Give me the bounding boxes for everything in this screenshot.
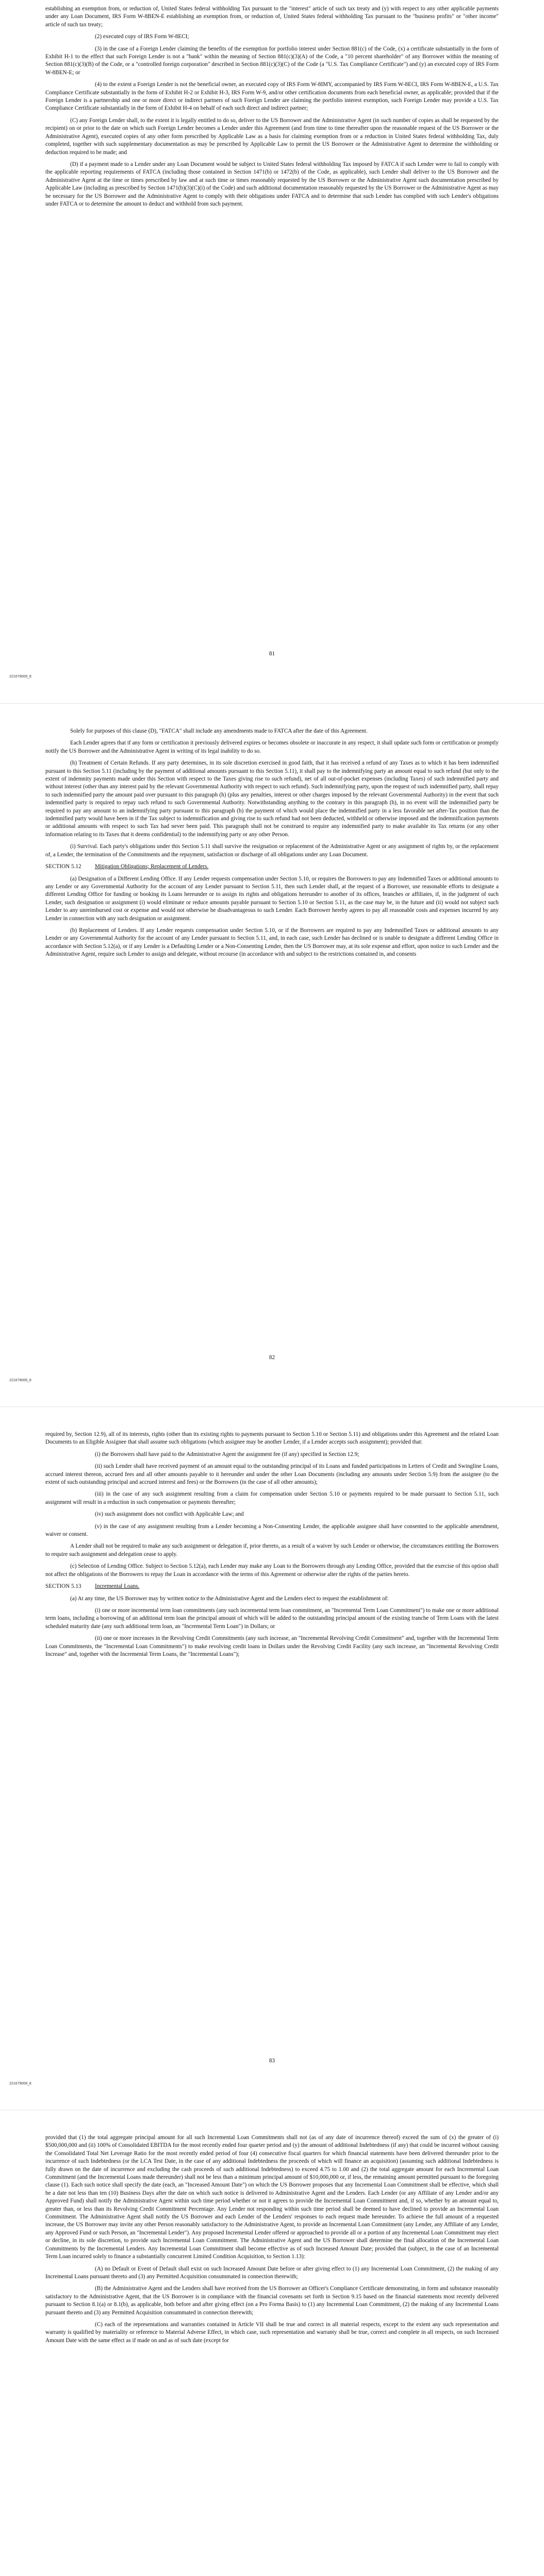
page-body (45, 2134, 499, 2345)
document-page-81 (0, 0, 544, 703)
paragraph: provided that (1) the total aggregate principal amount for all such Incremental Loan Commitments shall not (as of any date of incurrence thereof) exceed the sum of (x) the greater of (i) $500,000,000 and (ii) 100% of Consolidated EBITDA for the most recently ended four quarter period and (y) the amount of additional Indebtedness (if any) that could be incurred without causing the Consolidated Total Net Leverage Ratio for the most recently ended period of four (4) consecutive fiscal quarters for which financial statements have been delivered thereunder prior to the incurrence of such Indebtedness (or the LCA Test Date, in the case of any additional Indebtedness the proceeds of which will finance an acquisition) (assuming such additional Indebtedness is fully drawn on the date of incurrence and excluding the cash proceeds of such additional Indebtedness) to exceed 4.75 to 1.00 and (2) the total aggregate amount for each Incremental Loan Commitment (and the Incremental Loans made thereunder) shall not be less than a minimum principal amount of $10,000,000 or, if less, the remaining amount permitted pursuant to the foregoing clause (1). Each such notice shall specify the date (each, an "Increased Amount Date") on which the US Borrower proposes that any Incremental Loan Commitment shall be effective, which shall be a date not less than ten (10) Business Days after the date on which such notice is delivered to Administrative Agent and the Lenders. Each Lender (or any Affiliate of any Lender and/or any Approved Fund) shall notify the Administrative Agent within such time period whether or not it agrees to provide the Incremental Loan Commitment and, if so, whether by an amount equal to, greater than, or less than its Revolving Credit Commitment Percentage. Any Lender not responding within such time period shall be deemed to have declined to provide an Incremental Loan Commitment. The Administrative Agent shall notify the US Borrower and each Lender of the Lenders' responses to each request made hereunder. To achieve the full amount of a requested increase, the US Borrower may invite any other Person reasonably satisfactory to the Administrative Agent, to provide an Incremental Loan Commitment (any Lender, any Affiliate of any Lender, any Approved Fund or such Person, an "Incremental Lender"). Any proposed Incremental Lender offered or approached to provide all or a portion of any Incremental Loan Commitment may elect or decline, in its sole discretion, to provide such Incremental Loan Commitment. The Administrative Agent and the US Borrower shall determine the final allocation of the Incremental Loan Commitments by the Incremental Lenders. Any Incremental Loan Commitment shall become effective as of such Increased Amount Date; provided that (subject, in the case of an Incremental Term Loan incurred solely to finance a substantially concurrent Limited Condition Acquisition, to Section 1.13): (45, 2134, 499, 2260)
paragraph: (C) each of the representations and warranties contained in Article VII shall be true and correct in all material respects, except to the extent any such representation and warranty is qualified by materiality or reference to Material Adverse Effect, in which case, such representation and warranty shall be true, correct and complete in all respects, on such Increased Amount Date with the same effect as if made on and as of such date (except for (45, 2321, 499, 2344)
page-body (45, 1431, 499, 1658)
paragraph: A Lender shall not be required to make any such assignment or delegation if, prior thereto, as a result of a waiver by such Lender or otherwise, the circumstances entitling the Borrowers to require such assignment and delegation cease to apply. (45, 1543, 499, 1557)
paragraph: (B) the Administrative Agent and the Lenders shall have received from the US Borrower an Officer's Compliance Certificate demonstrating, in form and substance reasonably satisfactory to the Administrative Agent, that the US Borrower is in compliance with the financial covenants set forth in Section 9.15 based on the financial statements most recently delivered pursuant to Section 8.1(a) or 8.1(b), as applicable, both before and after giving effect (on a Pro Forma Basis) to (1) any Incremental Loan Commitment, (2) the making of any Incremental Loans pursuant thereto and (3) any Permitted Acquisition consummated in connection therewith; (45, 2285, 499, 2316)
paragraph: (4) to the extent a Foreign Lender is not the beneficial owner, an executed copy of IRS Form W-8IMY, accompanied by IRS Form W-8ECI, IRS Form W-8BEN-E, a U.S. Tax Compliance Certificate substantially in the form of Exhibit H-2 or Exhibit H-3, IRS Form W-9, and/or other certification documents from each beneficial owner, as applicable; provided that if the Foreign Lender is a partnership and one or more direct or indirect partners of such Foreign Lender are claiming the portfolio interest exemption, such Foreign Lender may provide a U.S. Tax Compliance Certificate substantially in the form of Exhibit H-4 on behalf of each such direct and indirect partner; (45, 81, 499, 112)
paragraph: (A) no Default or Event of Default shall exist on such Increased Amount Date before or after giving effect to (1) any Incremental Loan Commitment, (2) the making of any Incremental Loans pursuant thereto and (3) any Permitted Acquisition consummated in connection therewith; (45, 2265, 499, 2280)
paragraph: (iii) in the case of any such assignment resulting from a claim for compensation under Section 5.10 or payments required to be made pursuant to Section 5.11, such assignment will result in a reduction in such compensation or payments thereafter; (45, 1491, 499, 1505)
paragraph: (D) if a payment made to a Lender under any Loan Document would be subject to United States federal withholding Tax imposed by FATCA if such Lender were to fail to comply with the applicable reporting requirements of FATCA (including those contained in Section 1471(b) or 1472(b) of the Code, as applicable), such Lender shall deliver to the US Borrower and the Administrative Agent at the time or times prescribed by law and at such time or times reasonably requested by the US Borrower or the Administrative Agent such documentation prescribed by Applicable Law (including as prescribed by Section 1471(b)(3)(C)(i) of the Code) and such additional documentation reasonably requested by the US Borrower or the Administrative Agent as may be necessary for the US Borrower and the Administrative Agent to comply with their obligations under FATCA and to determine that such Lender has complied with such Lender's obligations under FATCA or to determine the amount to deduct and withhold from such payment. (45, 161, 499, 207)
paragraph: (C) any Foreign Lender shall, to the extent it is legally entitled to do so, deliver to the US Borrower and the Administrative Agent (in such number of copies as shall be requested by the recipient) on or prior to the date on which such Foreign Lender becomes a Lender under this Agreement (and from time to time thereafter upon the reasonable request of the US Borrower or the Administrative Agent), executed copies of any other form prescribed by Applicable Law as a basis for claiming exemption from or a reduction in United States federal withholding Tax, duly completed, together with such supplementary documentation as may be prescribed by Applicable Law to permit the US Borrower or the Administrative Agent to determine the withholding or deduction required to be made; and (45, 117, 499, 156)
page-body (45, 5, 499, 208)
paragraph: (i) one or more incremental term loan commitments (any such incremental term loan commitment, an "Incremental Term Loan Commitment") to make one or more additional term loans, including a borrowing of an additional term loan the principal amount of which will be added to the outstanding principal amount of the existing tranche of Term Loans with the latest scheduled maturity date (any such additional term loan, an "Incremental Term Loan") in Dollars; or (45, 1607, 499, 1630)
paragraph: Solely for purposes of this clause (D), "FATCA" shall include any amendments made to FATCA after the date of this Agreement. (70, 728, 368, 734)
document-page-83 (0, 1406, 544, 2110)
section-title: Mitigation Obligations; Replacement of Lenders. (95, 863, 209, 870)
section-number: SECTION 5.12 (45, 863, 81, 870)
paragraph: (2) executed copy of IRS Form W-8ECI; (95, 33, 189, 40)
page-number: 83 (269, 2058, 275, 2064)
section-heading-5-12 (45, 863, 499, 871)
paragraph: (a) Designation of a Different Lending Office. If any Lender requests compensation under Section 5.10, or requires the Borrowers to pay any Indemnified Taxes or additional amounts to any Lender or any Governmental Authority for the account of any Lender pursuant to Section 5.11, then such Lender shall, at the request of a Borrower, use reasonable efforts to designate a different Lending Office for funding or booking its Loans hereunder or to assign its rights and obligations hereunder to another of its offices, branches or affiliates, if, in the judgment of such Lender, such designation or assignment (i) would eliminate or reduce amounts payable pursuant to Section 5.10 or Section 5.11, as the case may be, in the future and (ii) would not subject such Lender to any unreimbursed cost or expense and would not otherwise be disadvantageous to such Lender. Each Borrower hereby agrees to pay all reasonable costs and expenses incurred by any Lender in connection with any such designation or assignment. (45, 875, 499, 922)
paragraph: (i) Survival. Each party's obligations under this Section 5.11 shall survive the resignation or replacement of the Administrative Agent or any assignment of rights by, or the replacement of, a Lender, the termination of the Commitments and the repayment, satisfaction or discharge of all obligations under any Loan Document. (45, 843, 499, 858)
section-heading-5-13 (45, 1583, 499, 1590)
paragraph: (3) in the case of a Foreign Lender claiming the benefits of the exemption for portfolio interest under Section 881(c) of the Code, (x) a certificate substantially in the form of Exhibit H-1 to the effect that such Foreign Lender is not a "bank" within the meaning of Section 881(c)(3)(A) of the Code, a "10 percent shareholder" of any Borrower within the meaning of Section 881(c)(3)(B) of the Code, or a "controlled foreign corporation" described in Section 881(c)(3)(C) of the Code (a "U.S. Tax Compliance Certificate") and (y) an executed copy of IRS Form W-8BEN-E; or (45, 45, 499, 76)
document-id: 221679009_8 (9, 1379, 31, 1382)
page-number: 81 (269, 651, 275, 657)
paragraph: (iv) such assignment does not conflict with Applicable Law; and (95, 1511, 244, 1518)
paragraph: required by, Section 12.9), all of its interests, rights (other than its existing rights to payments pursuant to Section 5.10 or Section 5.11) and obligations under this Agreement and the related Loan Documents to an Eligible Assignee that shall assume such obligations (which assignee may be another Lender, if a Lender accepts such assignment); provided that: (45, 1431, 499, 1446)
document-id: 221679009_8 (9, 2082, 31, 2086)
paragraph: (ii) one or more increases in the Revolving Credit Commitments (any such increase, an "Incremental Revolving Credit Commitment" and, together with the Incremental Term Loan Commitments, the "Incremental Loan Commitments") to make revolving credit loans in Dollars under the Revolving Credit Facility (any such increase, an "Incremental Revolving Credit Increase" and, together with the Incremental Term Loans, the "Incremental Loans"); (45, 1635, 499, 1657)
paragraph: (i) the Borrowers shall have paid to the Administrative Agent the assignment fee (if any) specified in Section 12.9; (95, 1451, 359, 1458)
document-id: 221679009_8 (9, 675, 31, 679)
paragraph: establishing an exemption from, or reduction of, United States federal withholding Tax pursuant to the "interest" article of such tax treaty and (y) with respect to any other applicable payments under any Loan Document, IRS Form W-8BEN-E establishing an exemption from, or reduction of, United States federal withholding Tax pursuant to the "business profits" or "other income" article of such tax treaty; (45, 6, 499, 28)
paragraph: (b) Replacement of Lenders. If any Lender requests compensation under Section 5.10, or if the Borrowers are required to pay any Indemnified Taxes or additional amounts to any Lender or any Governmental Authority for the account of any Lender pursuant to Section 5.11, and, in each case, such Lender has declined or is unable to designate a different Lending Office in accordance with Section 5.12(a), or if any Lender is a Defaulting Lender or a Non-Consenting Lender, then the US Borrower may, at its sole expense and effort, upon notice to such Lender and the Administrative Agent, require such Lender to assign and delegate, without recourse (in accordance with and subject to the restrictions contained in, and consents (45, 927, 499, 958)
paragraph: Each Lender agrees that if any form or certification it previously delivered expires or becomes obsolete or inaccurate in any respect, it shall update such form or certification or promptly notify the US Borrower and the Administrative Agent in writing of its legal inability to do so. (45, 740, 499, 754)
section-number: SECTION 5.13 (45, 1583, 81, 1590)
paragraph: (v) in the case of any assignment resulting from a Lender becoming a Non-Consenting Lender, the applicable assignee shall have consented to the applicable amendment, waiver or consent. (45, 1523, 499, 1538)
section-title: Incremental Loans. (95, 1583, 140, 1590)
page-number: 82 (269, 1354, 275, 1361)
paragraph: (a) At any time, the US Borrower may by written notice to the Administrative Agent and the Lenders elect to request the establishment of: (70, 1595, 389, 1602)
page-body (45, 727, 499, 959)
paragraph: (ii) such Lender shall have received payment of an amount equal to the outstanding principal of its Loans and funded participations in Letters of Credit and Swingline Loans, accrued interest thereon, accrued fees and all other amounts payable to it hereunder and under the other Loan Documents (including any amounts under Section 5.9) from the assignee (to the extent of such outstanding principal and accrued interest and fees) or the Borrowers (in the case of all other amounts); (45, 1463, 499, 1486)
document-page-84 (0, 2110, 544, 2576)
paragraph: (h) Treatment of Certain Refunds. If any party determines, in its sole discretion exercised in good faith, that it has received a refund of any Taxes as to which it has been indemnified pursuant to this Section 5.11 (including by the payment of additional amounts pursuant to this Section 5.11), it shall pay to the indemnifying party an amount equal to such refund (but only to the extent of indemnity payments made under this Section with respect to the Taxes giving rise to such refund), net of all out-of-pocket expenses (including Taxes) of such indemnified party and without interest (other than any interest paid by the relevant Governmental Authority with respect to such refund). Such indemnifying party, upon the request of such indemnified party, shall repay to such indemnified party the amount paid over pursuant to this paragraph (h) (plus any penalties, interest or other charges imposed by the relevant Governmental Authority) in the event that such indemnified party is required to repay such refund to such Governmental Authority. Notwithstanding anything to the contrary in this paragraph (h), in no event will the indemnified party be required to pay any amount to an indemnifying party pursuant to this paragraph (h) the payment of which would place the indemnified party in a less favorable net after-Tax position than the indemnified party would have been in if the Tax subject to indemnification and giving rise to such refund had not been deducted, withheld or otherwise imposed and the indemnification payments or additional amounts with respect to such Tax had never been paid. This paragraph shall not be construed to require any indemnified party to make available its Tax returns (or any other information relating to its Taxes that it deems confidential) to the indemnifying party or any other Person. (45, 760, 499, 838)
document-page-82 (0, 703, 544, 1406)
paragraph: (c) Selection of Lending Office. Subject to Section 5.12(a), each Lender may make any Loan to the Borrowers through any Lending Office, provided that the exercise of this option shall not affect the obligations of the Borrowers to repay the Loan in accordance with the terms of this Agreement or otherwise alter the rights of the parties hereto. (45, 1563, 499, 1578)
